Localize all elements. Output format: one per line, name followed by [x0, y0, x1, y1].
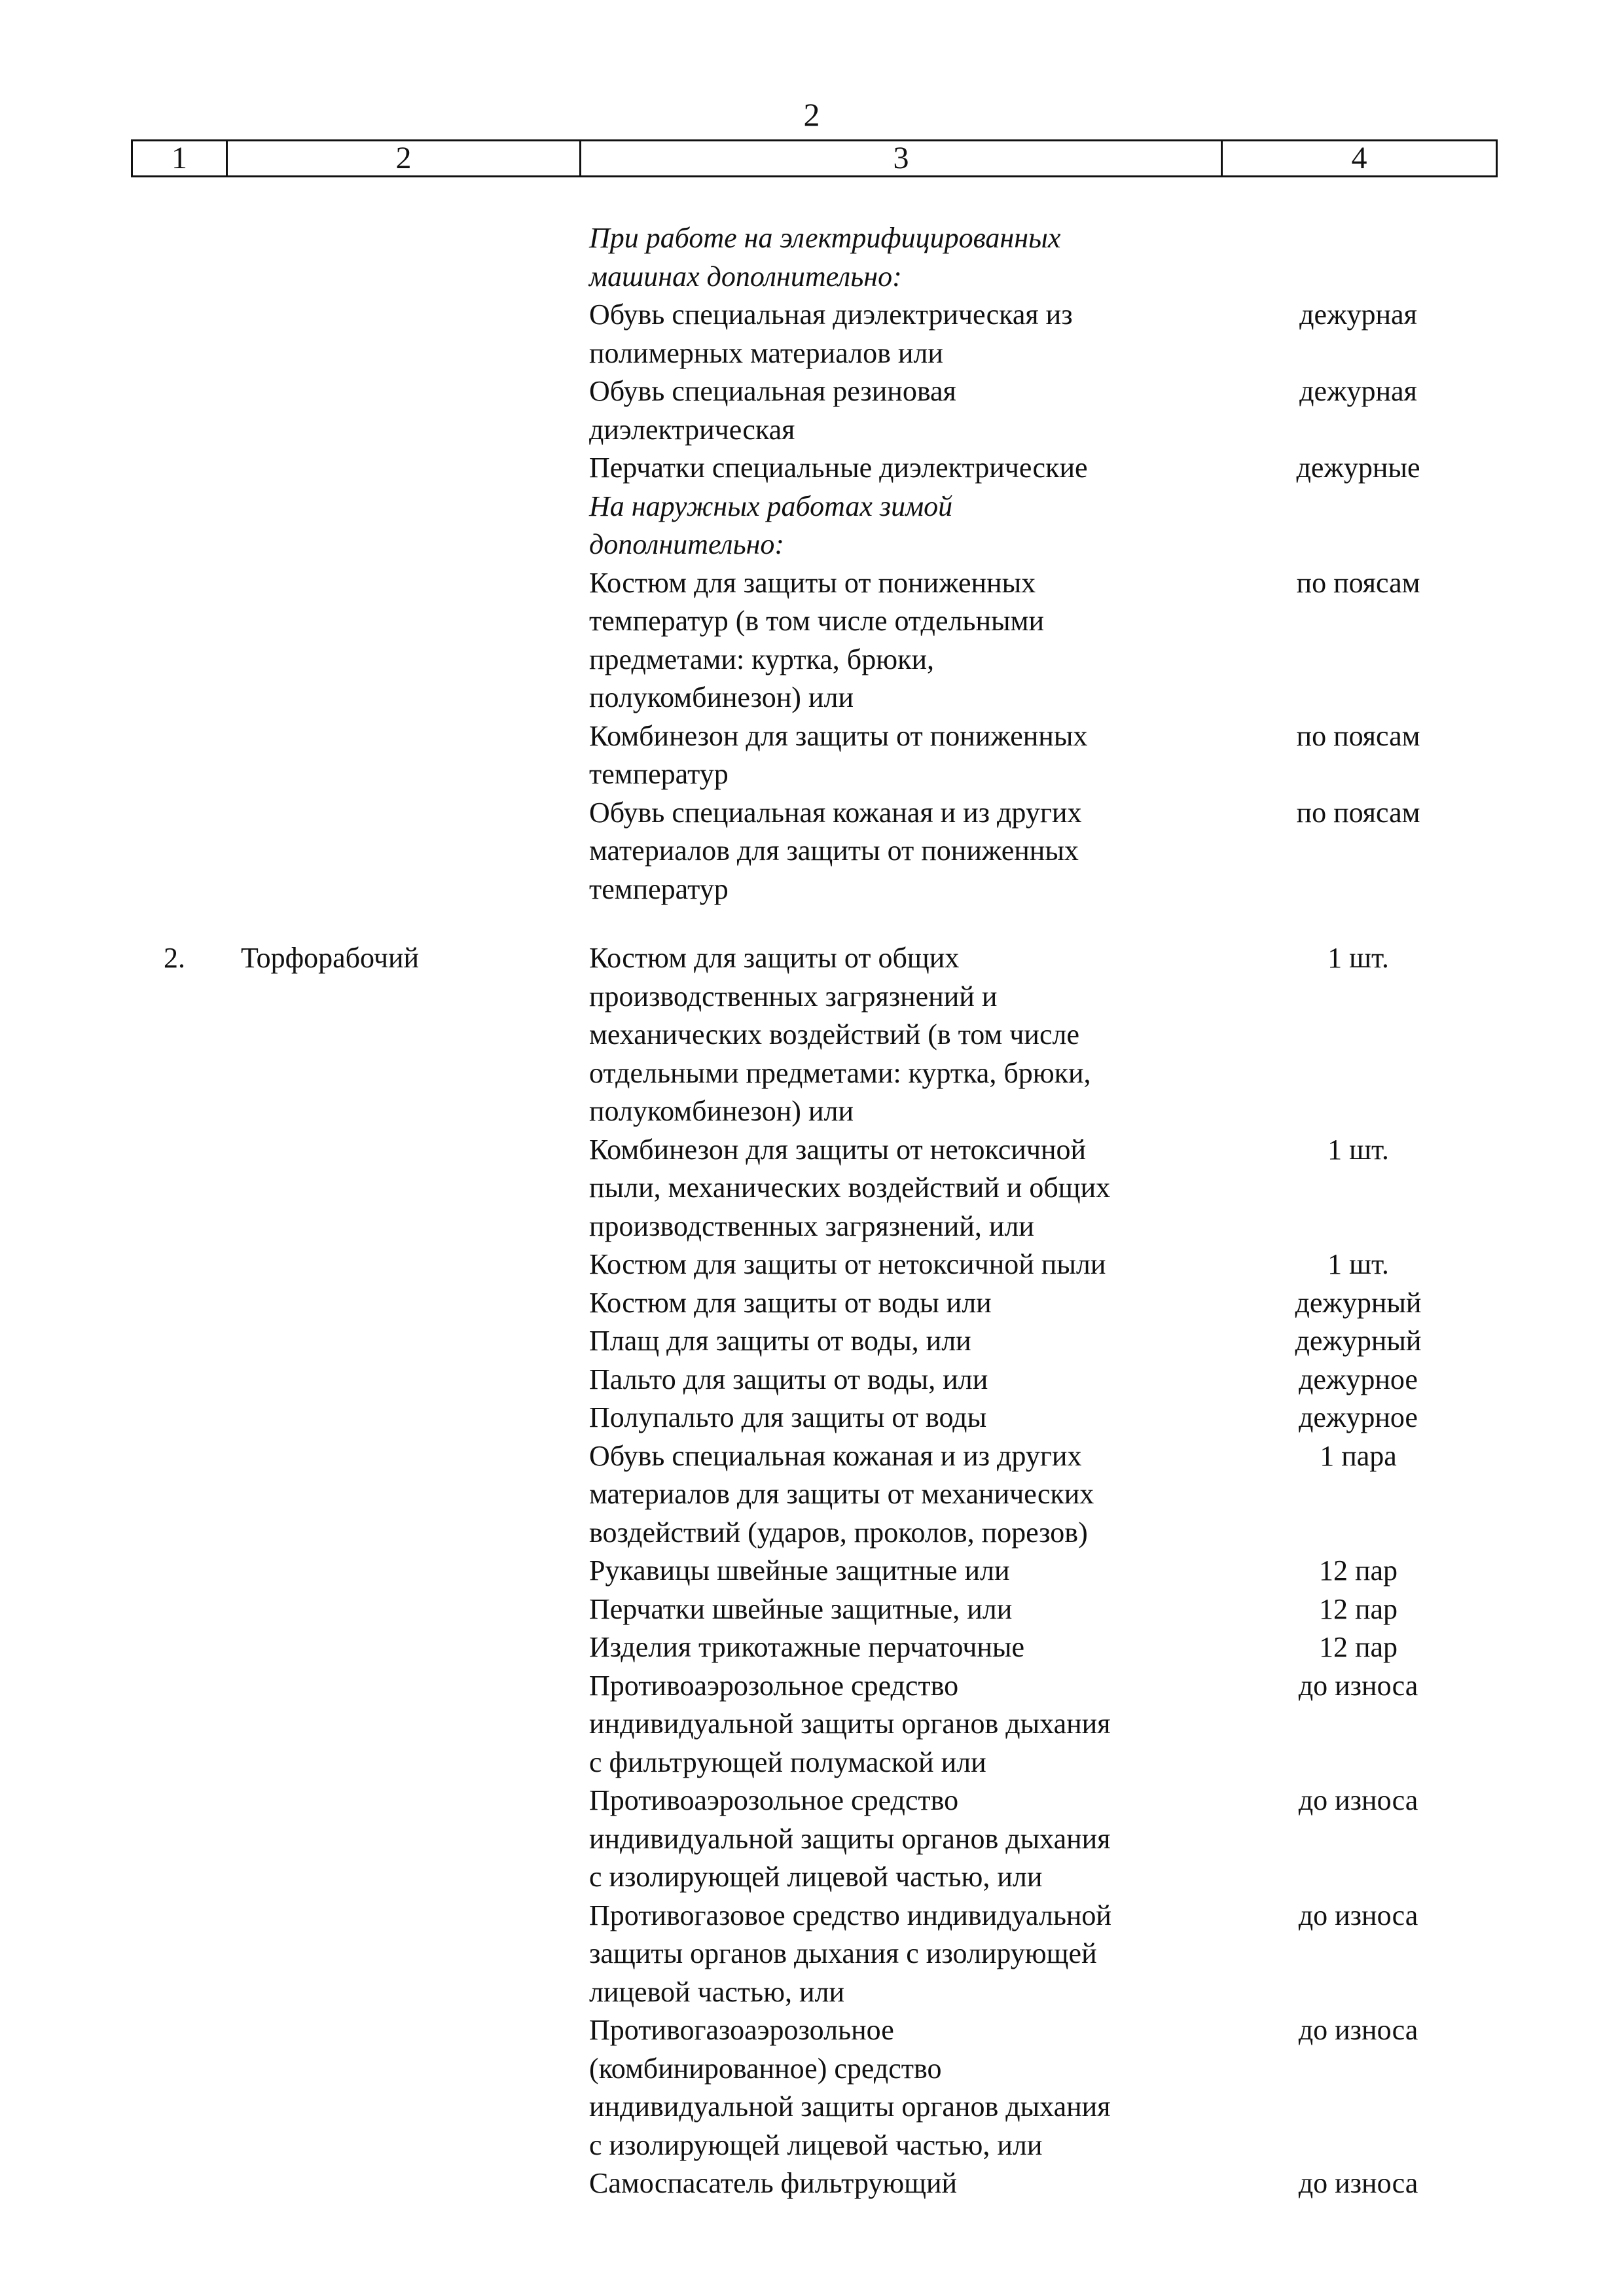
text-line: Костюм для защиты от пониженных: [589, 566, 1036, 599]
item-name: [589, 1552, 1204, 1590]
item-norm: по поясам: [1296, 566, 1420, 599]
item-name: [589, 564, 1204, 717]
text-line: предметами: куртка, брюки,: [589, 643, 934, 675]
text-line: Пальто для защиты от воды, или: [589, 1363, 988, 1395]
item-name: [589, 939, 1204, 1131]
text-line: Плащ для защиты от воды, или: [589, 1325, 971, 1357]
subheading-electric: [589, 219, 1204, 296]
text-line: Обувь специальная резиновая: [589, 375, 956, 407]
text-line: Рукавицы швейные защитные или: [589, 1554, 1010, 1587]
text-line: материалов для защиты от пониженных: [589, 834, 1079, 867]
text-line: воздействий (ударов, проколов, порезов): [589, 1516, 1088, 1549]
text-line: Полупальто для защиты от воды: [589, 1401, 987, 1433]
subheading-winter: [589, 488, 1204, 564]
text-line: Комбинезон для защиты от пониженных: [589, 719, 1088, 752]
item-norm: по поясам: [1296, 719, 1420, 752]
text-line: Костюм для защиты от общих: [589, 942, 960, 974]
text-line: Противоаэрозольное средство: [589, 1784, 959, 1816]
item-norm: до износа: [1298, 2167, 1418, 2199]
item-norm: 12 пар: [1318, 1554, 1398, 1587]
column-header-4: 4: [1351, 141, 1367, 175]
item-norm: дежурный: [1295, 1325, 1422, 1357]
item-name: [589, 1437, 1204, 1552]
item-norm: 1 пара: [1320, 1439, 1397, 1472]
text-line: Самоспасатель фильтрующий: [589, 2167, 958, 2199]
item-name: [589, 1782, 1204, 1897]
item-name: [589, 1361, 1204, 1399]
text-line: механических воздействий (в том числе: [589, 1018, 1079, 1050]
text-line: материалов для защиты от механических: [589, 1478, 1094, 1510]
item-norm: до износа: [1298, 1669, 1418, 1702]
text-line: температур: [589, 758, 729, 790]
item-norm: 12 пар: [1318, 1631, 1398, 1663]
text-line: На наружных работах зимой: [589, 490, 953, 522]
item-name: [589, 2164, 1204, 2203]
item-name: [589, 1399, 1204, 1437]
item-norm: до износа: [1298, 1899, 1418, 1931]
text-line: с изолирующей лицевой частью, или: [589, 2128, 1043, 2161]
item-norm: дежурное: [1299, 1401, 1418, 1433]
item-norm: по поясам: [1296, 796, 1420, 829]
text-line: Изделия трикотажные перчаточные: [589, 1631, 1025, 1663]
text-line: Обувь специальная диэлектрическая из: [589, 298, 1073, 331]
text-line: с фильтрующей полумаской или: [589, 1746, 986, 1778]
text-line: производственных загрязнений и: [589, 980, 998, 1013]
text-line: температур (в том числе отдельными: [589, 605, 1044, 637]
item-name: [589, 794, 1204, 909]
item-norm: 12 пар: [1318, 1592, 1398, 1625]
item-norm: 1 шт.: [1327, 942, 1389, 974]
text-line: производственных загрязнений, или: [589, 1210, 1034, 1242]
item-name: [589, 1131, 1204, 1246]
item-name: [589, 1897, 1204, 2012]
text-line: (комбинированное) средство: [589, 2052, 942, 2085]
text-line: диэлектрическая: [589, 413, 795, 446]
item-norm: дежурная: [1299, 375, 1417, 407]
column-header-1: 1: [133, 141, 228, 175]
column-header-2: 2: [228, 141, 581, 175]
item-name: [589, 1667, 1204, 1782]
text-line: Костюм для защиты от нетоксичной пыли: [589, 1248, 1106, 1280]
text-line: отдельными предметами: куртка, брюки,: [589, 1056, 1091, 1089]
item-name: [589, 1322, 1204, 1361]
text-line: Перчатки специальные диэлектрические: [589, 452, 1088, 484]
item-norm: до износа: [1298, 2014, 1418, 2046]
text-line: При работе на электрифицированных: [589, 222, 1061, 254]
item-norm: 1 шт.: [1327, 1248, 1389, 1280]
text-line: с изолирующей лицевой частью, или: [589, 1861, 1043, 1893]
item-name: [589, 2011, 1204, 2164]
row-number: 2.: [164, 942, 185, 974]
text-line: индивидуальной защиты органов дыхания: [589, 1822, 1111, 1855]
item-norm: 1 шт.: [1327, 1133, 1389, 1166]
item-norm: дежурная: [1299, 298, 1417, 331]
item-norm: до износа: [1298, 1784, 1418, 1816]
text-line: Перчатки швейные защитные, или: [589, 1592, 1013, 1625]
text-line: Противогазоаэрозольное: [589, 2014, 894, 2046]
item-norm: дежурное: [1299, 1363, 1418, 1395]
item-name: [589, 1590, 1204, 1629]
text-line: индивидуальной защиты органов дыхания: [589, 2090, 1111, 2123]
text-line: защиты органов дыхания с изолирующей: [589, 1937, 1097, 1969]
item-name: [589, 1246, 1204, 1284]
text-line: Обувь специальная кожаная и из других: [589, 1439, 1082, 1472]
column-header-3: 3: [581, 141, 1223, 175]
item-name: [589, 372, 1204, 449]
text-line: лицевой частью, или: [589, 1975, 845, 2008]
page-number: 2: [803, 96, 820, 133]
item-norm: дежурный: [1295, 1286, 1422, 1319]
text-line: машинах дополнительно:: [589, 260, 902, 293]
text-line: полукомбинезон) или: [589, 1095, 854, 1127]
item-name: [589, 717, 1204, 794]
item-name: [589, 1284, 1204, 1323]
text-line: полукомбинезон) или: [589, 681, 854, 713]
item-name: [589, 1628, 1204, 1667]
profession-name: Торфорабочий: [241, 942, 420, 974]
text-line: Противогазовое средство индивидуальной: [589, 1899, 1111, 1931]
column-header-row: [131, 139, 1498, 177]
item-norm: дежурные: [1296, 452, 1420, 484]
text-line: Костюм для защиты от воды или: [589, 1286, 992, 1319]
text-line: Противоаэрозольное средство: [589, 1669, 959, 1702]
text-line: индивидуальной защиты органов дыхания: [589, 1708, 1111, 1740]
text-line: температур: [589, 872, 729, 905]
text-line: полимерных материалов или: [589, 336, 943, 369]
text-line: Комбинезон для защиты от нетоксичной: [589, 1133, 1087, 1166]
text-line: пыли, механических воздействий и общих: [589, 1172, 1111, 1204]
text-line: дополнительно:: [589, 528, 785, 560]
item-name: [589, 449, 1204, 488]
text-line: Обувь специальная кожаная и из других: [589, 796, 1082, 829]
item-name: [589, 296, 1204, 372]
